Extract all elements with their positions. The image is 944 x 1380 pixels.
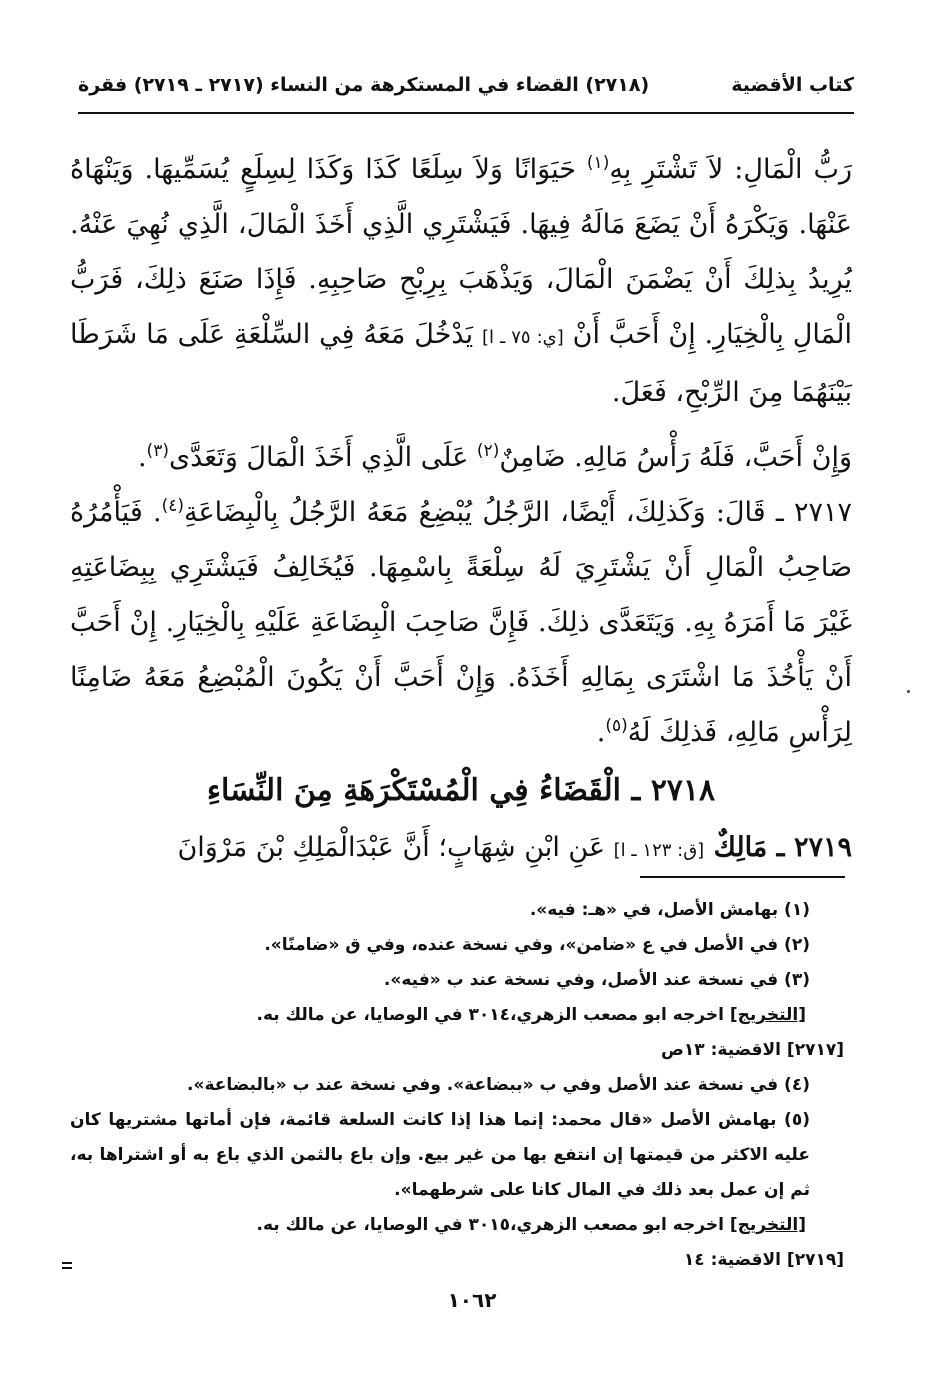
footnote-2: (٢) في الأصل في ع «ضامن»، وفي نسخة عنده، وفي ق «ضامنًا». (264, 935, 810, 955)
scan-speck (907, 690, 910, 693)
footnote-marker[interactable]: (٥) (605, 716, 628, 736)
margin-mark (62, 1267, 72, 1269)
section-heading: ٢٧١٨ ـ الْقَضَاءُ فِي الْمُسْتَكْرَهَةِ مِنَ النِّسَاءِ (206, 773, 716, 808)
footnote-5: (٥) بهامش الأصل «قال محمد: إنما هذا إذا كانت السلعة قائمة، فإن أماتها مشتريها كان عليه الاكثر من قيمتها إن انتفع بها من غير بيع. وإن باع بالثمن الذي باع به أو اشتراها به، ثم إن عمل بعد ذلك في المال كانا على شرطهما». (70, 1110, 810, 1200)
footnote-3: (٣) في نسخة عند الأصل، وفي نسخة عند ب «فيه». (383, 970, 810, 990)
running-header (78, 70, 854, 104)
footnote-marker[interactable]: (٢) (476, 441, 500, 461)
margin-mark (62, 1262, 72, 1264)
footnotes (70, 893, 844, 1278)
paragraph-2717: ٢٧١٧ ـ قَالَ: وَكَذلِكَ، أَيْضًا، الرَّجُلُ يُبْضِعُ مَعَهُ الرَّجُلُ بِالْبِضَاعَةِ$^{(٤)}$. فَيَأْمُرُهُ صَاحِبُ الْمَالِ أَنْ يَشْتَرِيَ لَهُ سِلْعَةً بِاسْمِهَا. فَيُخَالِفُ فَيَشْتَرِي بِبِضَاعَتِهِ غَيْرَ مَا أَمَرَهُ بِهِ. وَيَتَعَدَّى ذلِكَ. فَإِنَّ صَاحِبَ الْبِضَاعَةِ عَلَيْهِ بِالْخِيَارِ. إِنْ أَحَبَّ أَنْ يَأْخُذَ مَا اشْتَرَى بِمَالِهِ أَخَذَهُ. وَإِنْ أَحَبَّ أَنْ يَكُونَ الْمُبْضِعُ مَعَهُ ضَامِنًا لِرَأْسِ مَالِهِ، فَذلِكَ لَهُ$^{(٥)}$. (70, 496, 852, 748)
header-rule (78, 112, 854, 114)
footnote-4: (٤) في نسخة عند الأصل وفي ب «ببضاعة». وفي نسخة عند ب «بالبضاعة». (187, 1075, 810, 1095)
cross-reference-2717: [٢٧١٧] الاقضية: ١٣ص (661, 1040, 844, 1060)
footnote-rule (640, 876, 845, 878)
cross-reference-2719: [٢٧١٩] الاقضية: ١٤ (683, 1250, 844, 1270)
takhrij-note-2: [التخريج] اخرجه ابو مصعب الزهري،٣٠١٥ في الوصايا، عن مالك به. (256, 1215, 806, 1235)
paragraph-2719: ٢٧١٩ ـ مَالِكٌ [ق: ١٢٣ ـ ا] عَنِ ابْنِ شِهَابٍ؛ أَنَّ عَبْدَالْمَلِكِ بْنَ مَرْوَانَ (177, 832, 852, 863)
book-title: كتاب الأقضية (731, 74, 854, 96)
manuscript-ref: [ق: ١٢٣ ـ ا] (613, 840, 705, 861)
chapter-title: (٢٧١٨) القضاء في المستكرهة من النساء (٢٧١٧ ـ ٢٧١٩) فقرة (78, 74, 650, 96)
main-text (70, 142, 852, 878)
footnote-marker[interactable]: (٣) (146, 441, 169, 461)
page-number: ١٠٦٢ (447, 1288, 497, 1312)
paragraph-2: وَإِنْ أَحَبَّ، فَلَهُ رَأْسُ مَالِهِ. ضَامِنٌ$^{(٢)}$ عَلَى الَّذِي أَخَذَ الْمَالَ وَتَعَدَّى$^{(٣)}$. (137, 441, 852, 473)
footnote-1: (١) بهامش الأصل، في «هـ: فيه». (529, 900, 810, 920)
footnote-marker[interactable]: (٤) (161, 496, 184, 516)
paragraph-1: رَبُّ الْمَالِ: لاَ تَشْتَرِ بِهِ$^{(١)}$ حَيَوَانًا وَلاَ سِلَعًا كَذَا وَكَذَا لِسِلَعٍ يُسَمِّيهَا. وَيَنْهَاهُ عَنْهَا. وَيَكْرَهُ أَنْ يَضَعَ مَالَهُ فِيهَا. فَيَشْتَرِي الَّذِي أَخَذَ الْمَالَ، الَّذِي نُهِيَ عَنْهُ. يُرِيدُ بِذلِكَ أَنْ يَضْمَنَ الْمَالَ، وَيَذْهَبَ بِرِبْحِ صَاحِبِهِ. فَإِذَا صَنَعَ ذلِكَ، فَرَبُّ الْمَالِ بِالْخِيَارِ. إِنْ أَحَبَّ أَنْ [ي: ٧٥ ـ ا] يَدْخُلَ مَعَهُ فِي السِّلْعَةِ عَلَى مَا شَرَطَا بَيْنَهُمَا مِنَ الرِّبْحِ، فَعَلَ. (70, 153, 852, 408)
manuscript-ref: [ي: ٧٥ ـ ا] (481, 327, 564, 348)
takhrij-note-1: [التخريج] اخرجه ابو مصعب الزهري،٣٠١٤ في الوصايا، عن مالك به. (256, 1005, 806, 1025)
footnote-marker[interactable]: (١) (586, 153, 610, 173)
